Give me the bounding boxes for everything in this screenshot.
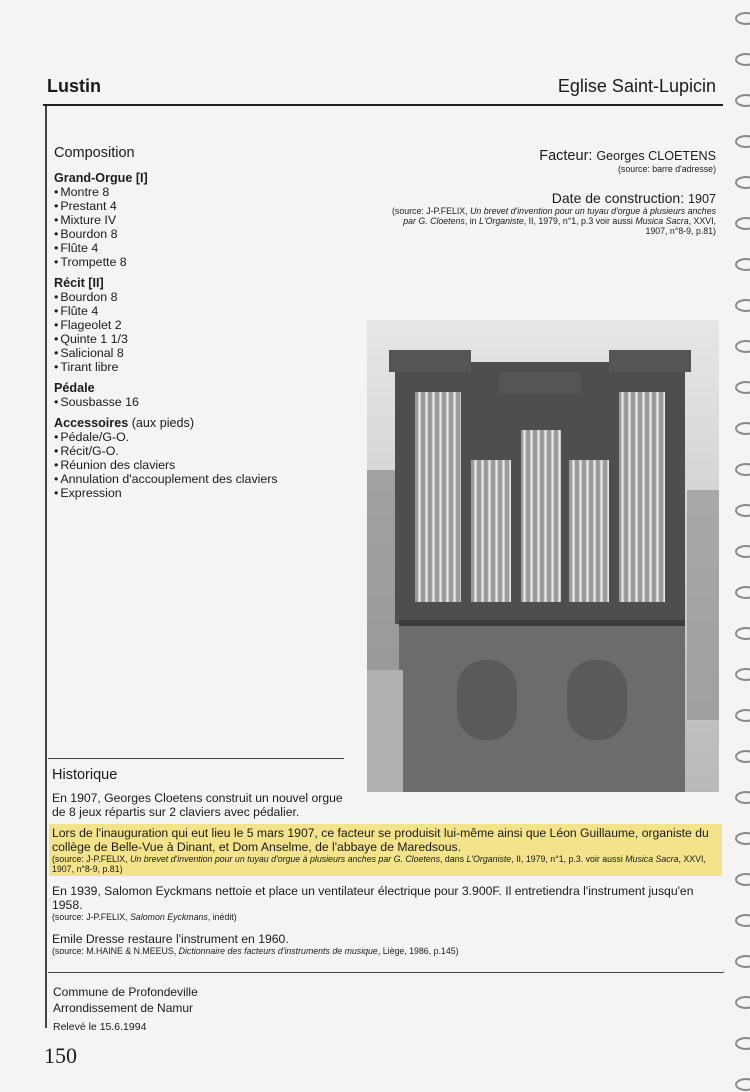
accessory-list [54,430,278,500]
accessories-label: Accessoires [54,416,129,430]
historique-title: Historique [52,767,118,783]
composition-title: Composition [54,145,135,161]
stop: • Flûte 4 [54,241,278,255]
binding-ring [735,709,750,722]
accessory: • Réunion des claviers [54,458,278,472]
place-heading: Lustin [47,76,101,96]
stop: • Montre 8 [54,185,278,199]
binding-ring [735,914,750,927]
binding-ring [735,1078,750,1091]
construction-label: Date de construction: [551,190,685,206]
binding-ring [735,545,750,558]
stop: • Trompette 8 [54,255,278,269]
binding-ring [735,955,750,968]
binding-ring [735,381,750,394]
binding-ring [735,176,750,189]
construction-block [386,190,716,236]
division-title: Pédale [54,381,95,395]
binding-ring [735,217,750,230]
binding-ring [735,996,750,1009]
stop: • Prestant 4 [54,199,278,213]
binding-ring [735,258,750,271]
binding-ring [735,1037,750,1050]
binding-ring [735,832,750,845]
binding-ring [735,340,750,353]
binding-ring [735,463,750,476]
stop: • Salicional 8 [54,346,278,360]
stop: • Bourdon 8 [54,227,278,241]
binding-ring [735,750,750,763]
composition-section [54,146,278,507]
binding-ring [735,873,750,886]
historique-rule [48,758,344,759]
stop-list [54,290,278,374]
binding-ring [735,135,750,148]
binding-ring [735,586,750,599]
organ-photo [367,320,719,792]
division-title: Grand-Orgue [I] [54,171,148,185]
accessories-title [54,416,278,430]
accessory: • Expression [54,486,278,500]
stop: • Mixture IV [54,213,278,227]
stop: • Flageolet 2 [54,318,278,332]
page-number: 150 [44,1043,77,1068]
stop-list [54,395,278,409]
stop: • Tirant libre [54,360,278,374]
stop: • Bourdon 8 [54,290,278,304]
facteur-block [539,147,716,174]
construction-value: 1907 [687,192,716,206]
arrondissement: Arrondissement de Namur [53,1001,194,1015]
facteur-source: (source: barre d'adresse) [618,164,716,174]
construction-source: (source: J-P.FELIX, Un brevet d'invention pour un tuyau d'orgue à plusieurs anches par G. Cloetens, in L'Organiste, II, 1979, n°1, p.3 voir aussi Musica Sacra, XXVI, 1907, n°8-9, p.81) [392,206,716,236]
left-rule [45,106,47,1028]
facteur-label: Facteur: [539,148,593,164]
accessories-note: (aux pieds) [131,416,195,430]
releve-date: Relevé le 15.6.1994 [53,1021,147,1033]
stop: • Flûte 4 [54,304,278,318]
historique-paragraph: Lors de l'inauguration qui eut lieu le 5 mars 1907, ce facteur se produisit lui-même ainsi que Léon Guillaume, organiste du collège de Belle-Vue à Dinant, et Dom Anselme, de l'abbaye de Maredsous. (source: J-P.FELIX, Un brevet d'invention pour un tuyau d'orgue à plusieurs anches par G. Cloetens, dans L'Organiste, II, 1979, n°1, p.3. voir aussi Musica Sacra, XXVI, 1907, n°8-9, p.81) [52,826,709,874]
binding-ring [735,299,750,312]
binding-ring [735,422,750,435]
stop-list [54,185,278,269]
accessory: • Pédale/G-O. [54,430,278,444]
historique-paragraph: En 1939, Salomon Eyckmans nettoie et place un ventilateur électrique pour 3.900F. Il entretiendra l'instrument jusqu'en 1958. (source: J-P.FELIX, Salomon Eyckmans, inédit) [52,884,694,922]
historique-paragraph: Emile Dresse restaure l'instrument en 1960. (source: M.HAINE & N.MEEUS, Dictionnaire des facteurs d'instruments de musique, Liège, 1986, p.145) [52,932,459,956]
accessory: • Annulation d'accouplement des claviers [54,472,278,486]
division-title: Récit [II] [54,276,104,290]
binding-ring [735,627,750,640]
accessory: • Récit/G-O. [54,444,278,458]
historique-paragraph: En 1907, Georges Cloetens construit un nouvel orgue de 8 jeux répartis sur 2 claviers avec pédalier. [52,791,343,819]
facteur-value: Georges CLOETENS [596,149,716,163]
church-heading: Eglise Saint-Lupicin [557,76,716,96]
binding-ring [735,53,750,66]
commune: Commune de Profondeville [53,985,198,999]
stop: • Quinte 1 1/3 [54,332,278,346]
binding-ring [735,668,750,681]
binding-ring [735,791,750,804]
top-rule [43,104,723,106]
stop: • Sousbasse 16 [54,395,278,409]
binding-ring [735,504,750,517]
bottom-rule [48,972,724,973]
binding-ring [735,12,750,25]
binding-ring [735,94,750,107]
